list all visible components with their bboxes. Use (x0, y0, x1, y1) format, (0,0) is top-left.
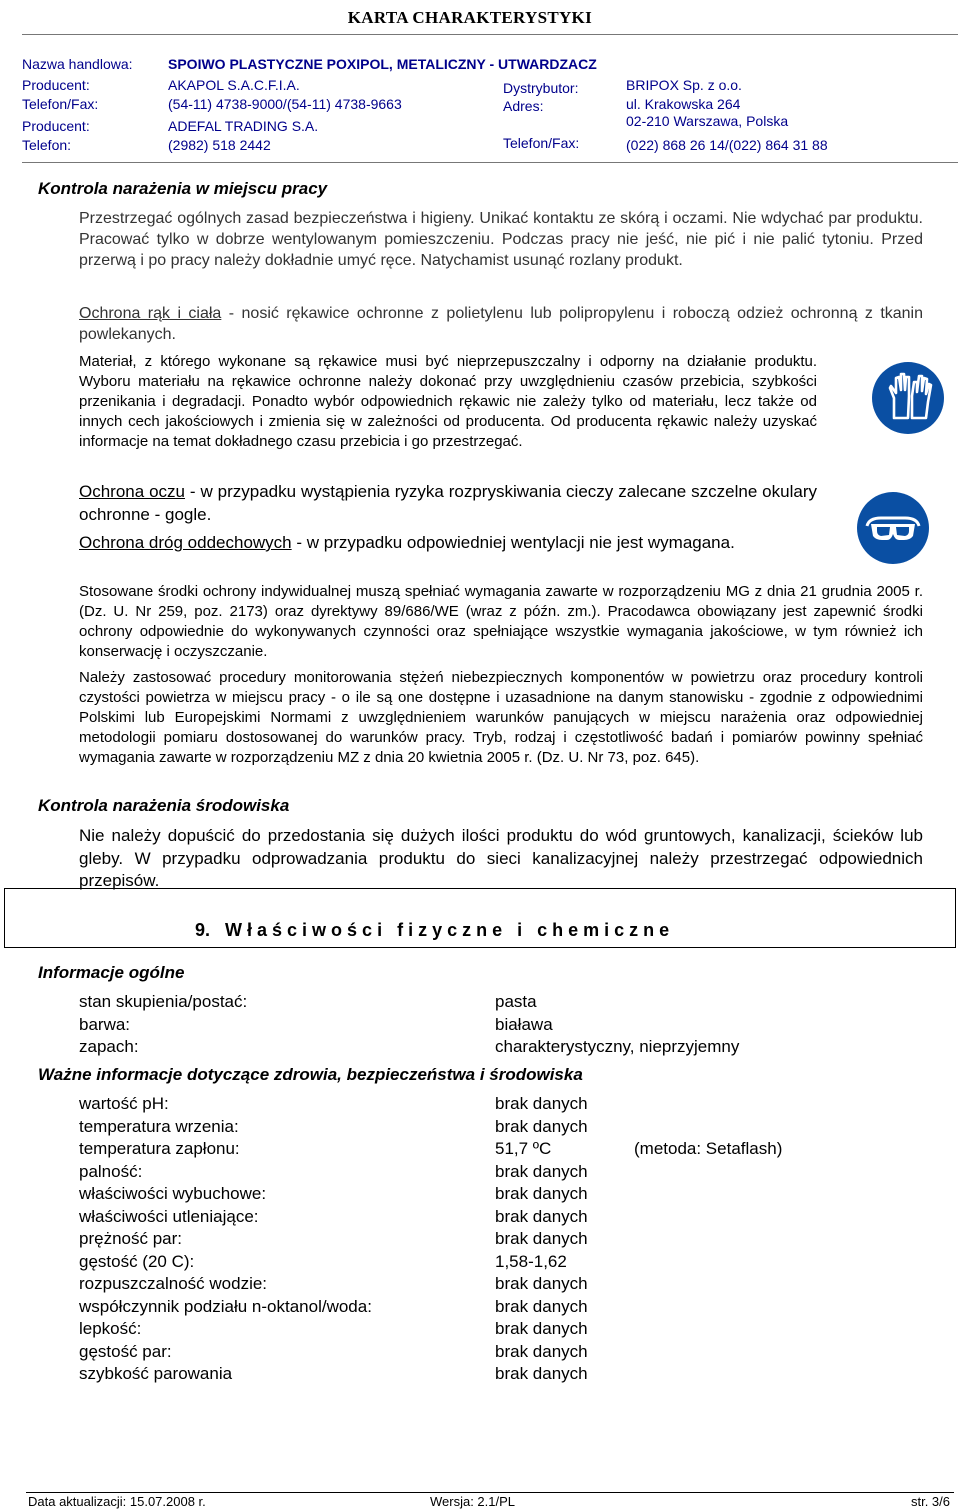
producer2-name: ADEFAL TRADING S.A. (168, 118, 319, 134)
footer-updated: Data aktualizacji: 15.07.2008 r. (28, 1494, 206, 1509)
property-label: temperatura wrzenia: (79, 1116, 239, 1136)
property-row (79, 1296, 949, 1319)
property-value: brak danych (495, 1341, 588, 1361)
respiratory-protection-paragraph (79, 532, 799, 555)
property-row (79, 1183, 949, 1206)
property-label: barwa: (79, 1014, 131, 1034)
property-label: lepkość: (79, 1319, 142, 1338)
property-row (79, 1014, 949, 1037)
general-info-table (79, 991, 949, 1059)
property-value: brak danych (495, 1116, 588, 1136)
phone2-label: Telefon: (22, 137, 72, 153)
producer1-label: Producent: (22, 77, 90, 93)
property-label: rozpuszczalność wodzie: (79, 1274, 268, 1293)
gloves-material-text: Materiał, z którego wykonane są rękawice musi być nieprzepuszczalny i odporny na działanie produktu. Wyboru materiału na rękawice ochronne należy dokonać przy uwzględnieniu czasów przebicia, szybkości przenikania i degradacji. Ponadto wybór odpowiednich rękawic nie zależy tylko od materiału, lecz także od innych cech jakościowych i zmienia się w zależności od producenta. Od producenta rękawic należy uzyskać informacje na temat dokładnego czasu przebicia i go przestrzegać. (79, 353, 817, 450)
producer2-label: Producent: (22, 118, 90, 134)
environment-text: Nie należy dopuścić do przedostania się dużych ilości produktu do wód gruntowych, kanalizacji, ścieków lub gleby. W przypadku odprowadzania produktu do sieci kanalizacyjnej należy przestrzegać odpowiednich przepisów. (79, 826, 923, 890)
property-value: brak danych (495, 1206, 588, 1226)
property-note: (metoda: Setaflash) (634, 1139, 783, 1158)
property-value: brak danych (495, 1319, 588, 1338)
property-value: 51,7 ºC (495, 1139, 552, 1158)
property-value: brak danych (495, 1094, 588, 1113)
environment-heading: Kontrola narażenia środowiska (38, 796, 290, 815)
address-line2: 02-210 Warszawa, Polska (626, 113, 789, 129)
eye-protection-text: - w przypadku wystąpienia ryzyka rozpryskiwania cieczy zalecane szczelne okulary ochronne - gogle. (79, 482, 817, 524)
eye-protection-label: Ochrona oczu (79, 482, 186, 501)
health-info-heading: Ważne informacje dotyczące zdrowia, bezpieczeństwa i środowiska (38, 1065, 583, 1084)
property-label: współczynnik podziału n-oktanol/woda: (79, 1296, 372, 1316)
eye-protection-paragraph (79, 481, 817, 526)
property-label: właściwości wybuchowe: (79, 1184, 267, 1203)
property-value: 1,58-1,62 (495, 1251, 567, 1271)
property-row (79, 1363, 949, 1386)
footer-page-number: str. 3/6 (910, 1494, 950, 1509)
respiratory-protection-text: - w przypadku odpowiedniej wentylacji nie jest wymagana. (291, 533, 735, 552)
hand-protection-paragraph (79, 303, 923, 345)
property-row (79, 1161, 949, 1184)
phonefax1-label: Telefon/Fax: (22, 96, 99, 112)
distributor-name: BRIPOX Sp. z o.o. (626, 77, 742, 93)
footer-version: Wersja: 2.1/PL (430, 1494, 516, 1509)
property-value: brak danych (495, 1161, 588, 1181)
property-value: biaława (495, 1014, 553, 1034)
property-row (79, 1138, 949, 1161)
document-title: KARTA CHARAKTERYSTYKI (347, 8, 592, 27)
property-row (79, 1093, 949, 1116)
gloves-mandatory-icon (870, 360, 946, 436)
respiratory-protection-label: Ochrona dróg oddechowych (79, 533, 292, 552)
hand-protection-label: Ochrona rąk i ciała (79, 305, 222, 322)
section-9-title: 9. W ł a ś c i w o ś c i f i z y c z n e i c h e m i c z n e (195, 920, 670, 940)
property-value: charakterystyczny, nieprzyjemny (495, 1037, 740, 1056)
regulations-text: Stosowane środki ochrony indywidualnej muszą spełniać wymagania zawarte w rozporządzeniu MG z dnia 21 grudnia 2005 r. (Dz. U. Nr 259, poz. 2173) oraz dyrektywy 89/686/WE (wraz z późn. zm.). Pracodawca obowiązany jest zapewnić środki ochrony odpowiednie do wykonywanych czynności oraz spełniające wszystkie wymagania jakościowe, w tym również ich konserwację i oczyszczanie. (79, 583, 923, 660)
property-row (79, 1036, 949, 1059)
monitoring-text: Należy zastosować procedury monitorowania stężeń niebezpiecznych komponentów w powietrzu oraz procedury kontroli czystości powietrza w miejscu pracy - o ile są one dostępne i uzasadnione na danym stanowisku - zgodnie z odpowiednimi Polskimi lub Europejskimi Normami z uwzględnieniem warunków panujących w miejscu narażenia oraz odpowiedniej metodologii pomiaru dostosowanej do warunków pracy. Tryb, rodzaj i częstotliwość badań i pomiarów powinny spełniać wymagania zawarte w rozporządzeniu MZ z dnia 20 kwietnia 2005 r. (Dz. U. Nr 73, poz. 645). (79, 669, 923, 766)
property-row (79, 1318, 949, 1341)
hand-protection-text: - nosić rękawice ochronne z polietylenu lub polipropylenu i roboczą odzież ochronną z tkanin powlekanych. (79, 305, 924, 343)
general-info-heading: Informacje ogólne (38, 963, 185, 982)
property-row (79, 1341, 949, 1364)
header-bottom-divider (22, 162, 958, 163)
workplace-heading: Kontrola narażenia w miejscu pracy (38, 179, 328, 198)
distributor-phone-label: Telefon/Fax: (503, 135, 580, 151)
phone2-value: (2982) 518 2442 (168, 137, 271, 153)
property-label: palność: (79, 1161, 143, 1181)
property-label: stan skupienia/postać: (79, 992, 248, 1011)
property-row (79, 1273, 949, 1296)
property-label: gęstość (20 C): (79, 1251, 195, 1271)
producer1-name: AKAPOL S.A.C.F.I.A. (168, 77, 300, 93)
property-label: szybkość parowania (79, 1364, 233, 1383)
goggles-mandatory-icon (855, 490, 931, 566)
property-value: brak danych (495, 1296, 588, 1316)
property-row (79, 1116, 949, 1139)
product-label: Nazwa handlowa: (22, 56, 133, 72)
property-label: wartość pH: (79, 1094, 169, 1113)
property-value: brak danych (495, 1229, 588, 1248)
properties-table (79, 1093, 949, 1386)
address-line1: ul. Krakowska 264 (626, 96, 741, 112)
property-row (79, 1251, 949, 1274)
address-label: Adres: (503, 98, 544, 114)
property-row (79, 1228, 949, 1251)
property-value: pasta (495, 992, 537, 1011)
property-row (79, 1206, 949, 1229)
property-label: gęstość par: (79, 1341, 172, 1361)
property-label: zapach: (79, 1037, 139, 1056)
workplace-general-text: Przestrzegać ogólnych zasad bezpieczeństwa i higieny. Unikać kontaktu ze skórą i oczami. Nie wdychać par produktu. Pracować tylko w dobrze wentylowanym pomieszczeniu. Podczas pracy nie jeść, nie pić i nie palić tytoniu. Przed przerwą i po pracy należy dokładnie umyć ręce. Natychamist usunąć rozlany produkt. (79, 210, 923, 269)
product-name: SPOIWO PLASTYCZNE POXIPOL, METALICZNY - UTWARDZACZ (168, 56, 597, 72)
header-divider (22, 34, 958, 35)
phonefax1-value: (54-11) 4738-9000/(54-11) 4738-9663 (168, 96, 402, 112)
property-value: brak danych (495, 1274, 588, 1293)
property-label: temperatura zapłonu: (79, 1139, 240, 1158)
property-value: brak danych (495, 1364, 588, 1383)
footer-divider (26, 1492, 954, 1493)
property-value: brak danych (495, 1184, 588, 1203)
distributor-phone-value: (022) 868 26 14/(022) 864 31 88 (626, 137, 828, 153)
property-label: prężność par: (79, 1229, 182, 1248)
property-row (79, 991, 949, 1014)
property-label: właściwości utleniające: (79, 1206, 259, 1226)
distributor-label: Dystrybutor: (503, 80, 579, 96)
